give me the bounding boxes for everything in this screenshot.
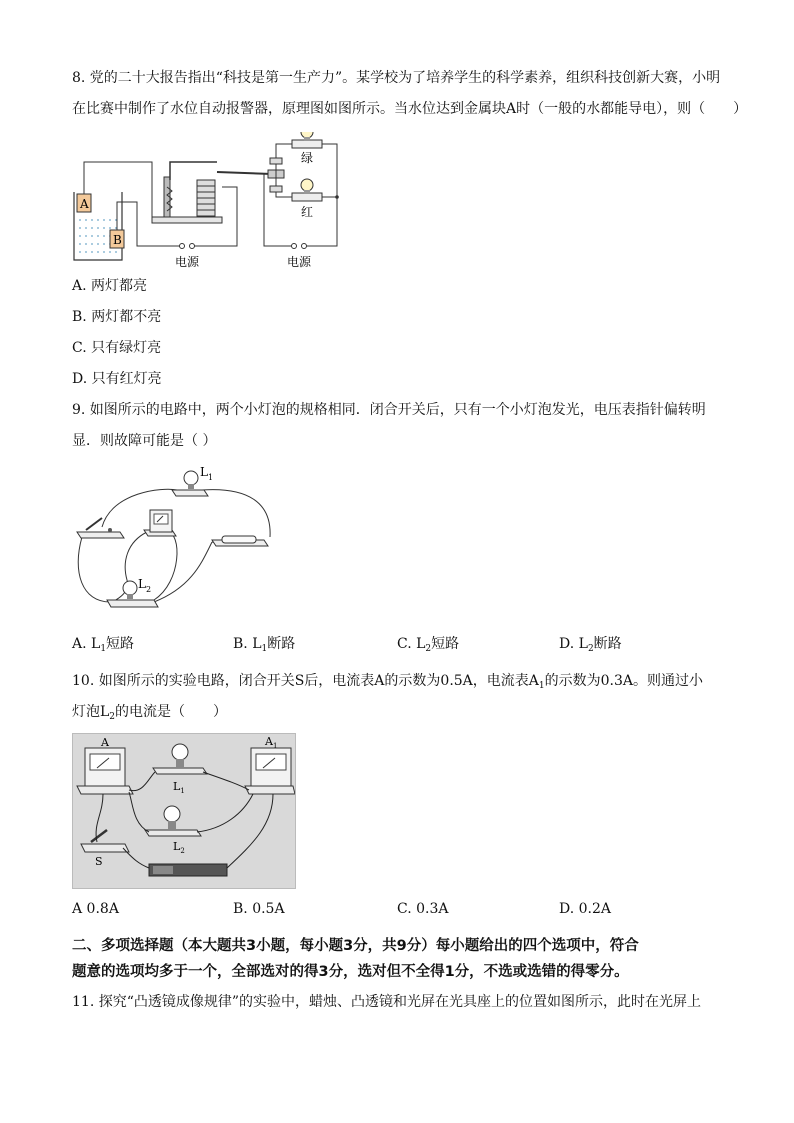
q9-stem-line2: 显．则故障可能是（ ） <box>72 433 217 449</box>
q8-stem-line1: 8. 党的二十大报告指出“科技是第一生产力”。某学校为了培养学生的科学素养，组织科技创新大赛，小明 <box>72 70 721 86</box>
q8-option-d: D. 只有红灯亮 <box>72 371 162 387</box>
q8-power-label-2: 电源 <box>287 255 312 269</box>
q9-option-a: A. $L_1$短路 <box>72 636 135 654</box>
q9-circuit-diagram <box>72 462 277 614</box>
section2-heading-line1: 二、多项选择题（本大题共3小题，每小题3分，共9分）每小题给出的四个选项中，符合 <box>72 938 639 954</box>
q10-option-a: A 0.8A <box>72 901 119 917</box>
q8-label-b: B <box>113 233 122 247</box>
q10-ammeter-a-label: A <box>101 736 109 749</box>
q10-circuit-photo <box>72 733 296 889</box>
q10-stem-line1: 10. 如图所示的实验电路，闭合开关S后，电流表A的示数为0.5A，电流表$A_1$的示数为0.3A。则通过小 <box>72 673 704 691</box>
q10-option-b: B. 0.5A <box>233 901 285 917</box>
q8-option-b: B. 两灯都不亮 <box>72 309 162 325</box>
section2-heading-line2: 题意的选项均多于一个，全部选对的得3分，选对但不全得1分，不选或选错的得零分。 <box>72 964 629 980</box>
q8-option-a: A. 两灯都亮 <box>72 278 148 294</box>
q8-water-alarm-diagram <box>72 132 347 272</box>
q9-option-d: D. $L_2$断路 <box>559 636 622 654</box>
q9-option-c: C. $L_2$短路 <box>397 636 460 654</box>
q8-option-c: C. 只有绿灯亮 <box>72 340 162 356</box>
q9-option-b: B. $L_1$断路 <box>233 636 296 654</box>
q8-power-label-1: 电源 <box>175 255 200 269</box>
q11-stem-line1: 11. 探究“凸透镜成像规律”的实验中，蜡烛、凸透镜和光屏在光具座上的位置如图所示，此时在光屏上 <box>72 994 702 1010</box>
q9-l2-label: $L_2$ <box>138 577 152 594</box>
q10-option-c: C. 0.3A <box>397 901 449 917</box>
q10-switch-s-label: S <box>95 855 103 868</box>
q8-red-lamp-label: 红 <box>301 205 314 219</box>
q10-l1-label: $L_1$ <box>173 780 185 795</box>
q8-label-a: A <box>80 197 89 211</box>
q8-stem-line2: 在比赛中制作了水位自动报警器，原理图如图所示。当水位达到金属块A时（一般的水都能导电），则（ ） <box>72 101 748 117</box>
q9-stem-line1: 9. 如图所示的电路中，两个小灯泡的规格相同．闭合开关后，只有一个小灯泡发光，电压表指针偏转明 <box>72 402 706 418</box>
q9-l1-label: $L_1$ <box>200 465 214 482</box>
q10-l2-label: $L_2$ <box>173 840 185 855</box>
q10-ammeter-a1-label: $A_1$ <box>265 735 278 750</box>
q10-stem-line2: 灯泡$L_2$的电流是（ ） <box>72 704 228 722</box>
q10-option-d: D. 0.2A <box>559 901 612 917</box>
q8-green-lamp-label: 绿 <box>301 151 314 165</box>
